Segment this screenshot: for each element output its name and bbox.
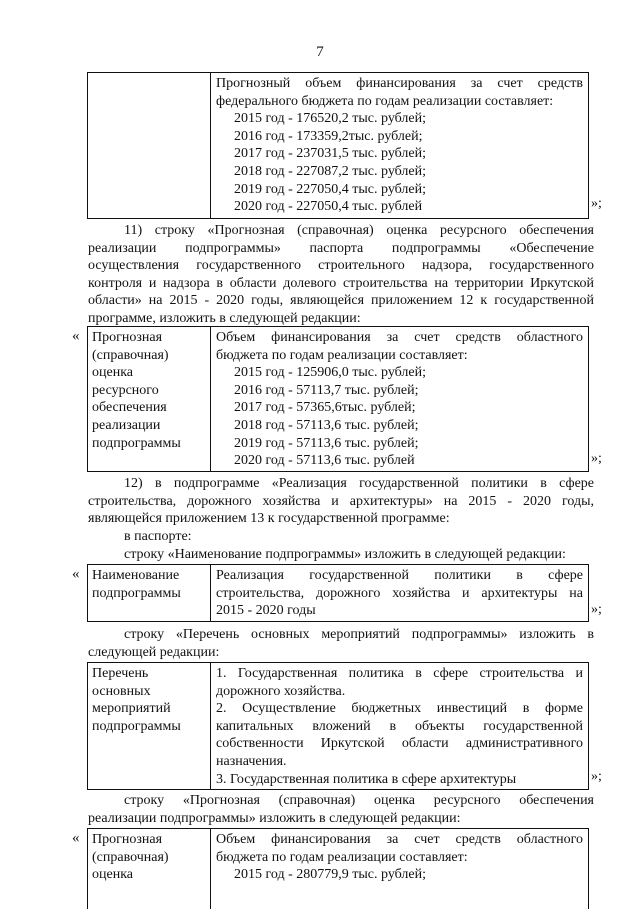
left-cell-line: обеспечения (92, 400, 167, 416)
table-text-line: 3. Государственная политика в сфере архитектуры (216, 771, 517, 787)
left-cell-line: мероприятий (92, 701, 171, 717)
paragraph-line: в паспорте: (124, 529, 192, 544)
left-cell-line: Прогнозная (92, 330, 163, 345)
opening-quote: « (72, 830, 80, 846)
table-left-cell (88, 663, 211, 789)
left-cell-line: Перечень (92, 666, 149, 681)
table-text-line: 2. Осуществление бюджетных инвестиций в форме (216, 701, 583, 717)
table-text-line: Прогнозный объем финансирования за счет средств (216, 76, 583, 91)
paragraph-line: строительства, дорожного хозяйства и архитектуры» на 2015 - 2020 годы, (88, 493, 594, 509)
left-cell-line: (справочная) (92, 849, 169, 865)
year-line: 2017 год - 57365,6тыс. рублей; (234, 400, 416, 416)
paragraph-line: контроля и надзора в области долевого строительства на территории Иркутской (88, 275, 594, 291)
left-cell-line: реализации (92, 417, 161, 433)
paragraph-line: области» на 2015 - 2020 годы, являющейся приложением 12 к государственной (88, 293, 594, 309)
table-text-line: федерального бюджета по годам реализации составляет: (216, 93, 554, 109)
table-text-line: бюджета по годам реализации составляет: (216, 849, 468, 865)
closing-quote: »; (591, 602, 602, 617)
paragraph-line: строку «Прогнозная (справочная) оценка ресурсного обеспечения (124, 793, 594, 808)
left-cell-line: Прогнозная (92, 832, 163, 847)
subprogram-name-table (87, 564, 589, 622)
year-line: 2019 год - 227050,4 тыс. рублей; (234, 181, 427, 197)
page-number: 7 (316, 44, 324, 60)
year-line: 2018 год - 227087,2 тыс. рублей; (234, 163, 427, 179)
paragraph-line: реализации подпрограммы» паспорта подпрограммы «Обеспечение (88, 240, 594, 256)
left-cell-line: Наименование (92, 568, 180, 583)
federal-funding-table (87, 72, 589, 219)
year-line: 2015 год - 280779,9 тыс. рублей; (234, 867, 427, 883)
table-left-cell (88, 829, 211, 909)
table-text-line: 1. Государственная политика в сфере строительства и (216, 666, 583, 681)
list-instruction (88, 626, 594, 661)
table-right-cell (211, 73, 588, 218)
table-text-line: Объем финансирования за счет средств областного (216, 832, 583, 847)
year-line: 2016 год - 173359,2тыс. рублей; (234, 128, 423, 144)
year-line: 2015 год - 176520,2 тыс. рублей; (234, 111, 427, 127)
left-cell-line: оценка (92, 365, 134, 381)
opening-quote: « (72, 566, 80, 582)
left-cell-line: подпрограммы (92, 585, 181, 601)
left-cell-line: оценка (92, 867, 134, 883)
table-right-cell (211, 663, 588, 789)
closing-quote: »; (591, 769, 602, 784)
table-left-cell (88, 327, 211, 471)
opening-quote: « (72, 328, 80, 344)
table-left-cell (88, 565, 211, 621)
paragraph-12 (88, 475, 594, 528)
paragraph-line: 11) строку «Прогнозная (справочная) оценка ресурсного обеспечения (124, 223, 594, 238)
name-instruction (88, 546, 594, 564)
closing-quote: »; (591, 451, 602, 466)
year-line: 2015 год - 125906,0 тыс. рублей; (234, 365, 427, 381)
paragraph-line: осуществления государственного строительного надзора, государственного (88, 258, 594, 274)
year-line: 2020 год - 57113,6 тыс. рублей (234, 453, 415, 469)
regional-funding-table (87, 326, 589, 472)
table-text-line: строительства, дорожного хозяйства и архитектуры на (216, 585, 583, 601)
table-text-line: Объем финансирования за счет средств областного (216, 330, 583, 345)
paragraph-line: строку «Наименование подпрограммы» изложить в следующей редакции: (124, 547, 566, 562)
year-line: 2019 год - 57113,6 тыс. рублей; (234, 435, 419, 451)
table-right-cell (211, 829, 588, 909)
table-text-line: Реализация государственной политики в сфере (216, 568, 583, 583)
paragraph-line: реализации подпрограммы» изложить в следующей редакции: (88, 810, 461, 826)
table-right-cell (211, 565, 588, 621)
table-text-line: 2015 - 2020 годы (216, 603, 316, 619)
year-line: 2016 год - 57113,7 тыс. рублей; (234, 382, 419, 398)
paragraph-line: следующей редакции: (88, 644, 220, 660)
left-cell-line: (справочная) (92, 347, 169, 363)
year-line: 2018 год - 57113,6 тыс. рублей; (234, 417, 419, 433)
paragraph-line: строку «Перечень основных мероприятий подпрограммы» изложить в (124, 627, 594, 642)
left-cell-line: ресурсного (92, 382, 159, 398)
left-cell-line: подпрограммы (92, 435, 181, 451)
table-text-line: назначения. (216, 753, 287, 769)
left-cell-line: основных (92, 683, 151, 699)
forecast-funding-table (87, 828, 589, 909)
paragraph-line: являющейся приложением 13 к государственной программе: (88, 511, 450, 527)
paragraph-line: программе, изложить в следующей редакции: (88, 310, 361, 326)
table-left-cell (88, 73, 211, 218)
table-text-line: бюджета по годам реализации составляет: (216, 347, 468, 363)
year-line: 2020 год - 227050,4 тыс. рублей (234, 199, 423, 215)
table-text-line: капитальных вложений в объекты государственной (216, 718, 583, 734)
year-line: 2017 год - 237031,5 тыс. рублей; (234, 146, 427, 162)
paragraph-line: 12) в подпрограмме «Реализация государственной политики в сфере (124, 476, 594, 491)
main-activities-table (87, 662, 589, 790)
table-text-line: дорожного хозяйства. (216, 683, 346, 699)
paragraph-11 (88, 222, 594, 328)
forecast-instruction (88, 792, 594, 827)
left-cell-line: подпрограммы (92, 718, 181, 734)
table-right-cell (211, 327, 588, 471)
closing-quote: »; (591, 196, 602, 211)
passport-line (88, 528, 594, 546)
table-text-line: собственности Иркутской области административного (216, 736, 583, 752)
